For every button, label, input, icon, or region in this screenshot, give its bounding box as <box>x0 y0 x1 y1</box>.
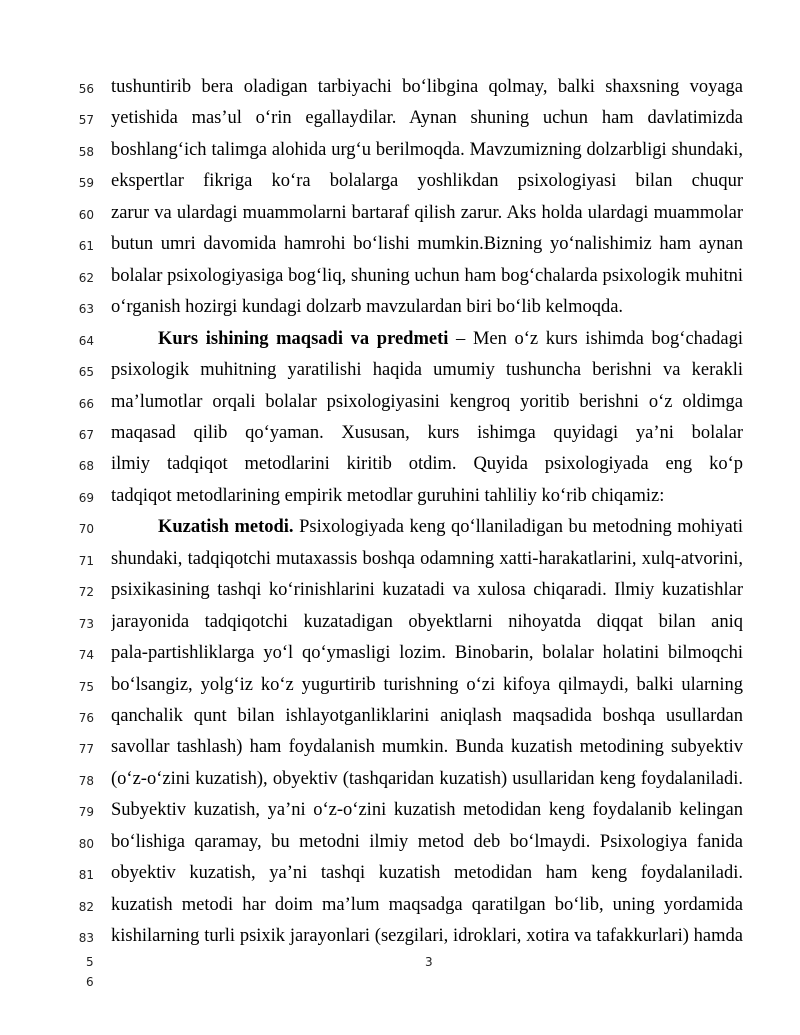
line-text: butun umri davomida hamrohi bo‘lishi mumkin.Bizning yo‘nalishimiz ham aynan <box>111 234 743 255</box>
line-number: 69 <box>78 490 94 505</box>
line-number: 71 <box>78 553 94 568</box>
line-text: boshlang‘ich talimga alohida urg‘u berilmoqda. Mavzumizning dolzarbligi shundaki, <box>111 139 743 160</box>
line-number: 56 <box>78 82 94 96</box>
line-number-footer-6: 6 <box>86 975 94 989</box>
line-text <box>158 327 743 351</box>
text-line <box>0 765 800 796</box>
line-text: shundaki, tadqiqotchi mutaxassis boshqa odamning xatti-harakatlarini, xulq-atvorini, <box>111 548 743 569</box>
bold-heading: Kurs ishining maqsadi va predmeti <box>158 328 449 349</box>
line-number: 65 <box>78 365 94 380</box>
line-text: o‘rganish hozirgi kundagi dolzarb mavzulardan biri bo‘lib kelmoqda. <box>111 297 624 318</box>
text-line <box>0 702 800 733</box>
line-text: qanchalik qunt bilan ishlayotganliklarini aniqlash maqsadida boshqa usullardan <box>111 706 743 726</box>
text-line <box>0 388 800 419</box>
text-line <box>0 796 800 827</box>
text-line <box>0 608 800 639</box>
line-number: 72 <box>78 585 94 600</box>
line-text: psixikasining tashqi ko‘rinishlarini kuzatadi va xulosa chiqaradi. Ilmiy kuzatishlar <box>111 580 743 601</box>
page-number: 3 <box>425 955 433 969</box>
text-line <box>0 576 800 607</box>
text-line <box>0 671 800 702</box>
line-text: ma’lumotlar orqali bolalar psixologiyasini kengroq yoritib berishni o‘z oldimga <box>111 391 743 412</box>
line-text: tadqiqot metodlarining empirik metodlar guruhini tahliliy ko‘rib chiqamiz: <box>111 485 665 506</box>
text-line <box>0 136 800 167</box>
line-number: 75 <box>78 679 94 694</box>
line-number: 77 <box>78 742 94 757</box>
text-line <box>0 104 800 135</box>
text-line <box>0 733 800 764</box>
line-text: obyektiv kuzatish, ya’ni tashqi kuzatish metodidan ham keng foydalaniladi. <box>111 863 743 884</box>
line-text: (o‘z-o‘zini kuzatish), obyektiv (tashqaridan kuzatish) usullaridan keng foydalaniladi. <box>111 768 743 789</box>
line-text: kuzatish metodi har doim ma’lum maqsadga qaratilgan bo‘lib, uning yordamida <box>111 894 743 915</box>
line-number: 78 <box>78 773 94 788</box>
line-number: 64 <box>78 333 94 348</box>
text-line <box>0 639 800 670</box>
line-number: 73 <box>78 616 94 631</box>
line-text: pala-partishliklarga yo‘l qo‘ymasligi lozim. Binobarin, bolalar holatini bilmoqchi <box>111 643 743 664</box>
line-text: jarayonida tadqiqotchi kuzatadigan obyektlarni nihoyatda diqqat bilan aniq <box>111 611 743 632</box>
line-number: 57 <box>78 113 94 128</box>
line-number: 66 <box>78 396 94 411</box>
line-text <box>158 515 743 539</box>
line-number: 62 <box>78 270 94 285</box>
line-number: 82 <box>78 899 94 914</box>
line-number: 67 <box>78 427 94 442</box>
text-line <box>0 325 800 356</box>
line-text: bolalar psixologiyasiga bog‘liq, shuning uchun ham bog‘chalarda psixologik muhitni <box>111 265 743 286</box>
text-line <box>0 167 800 198</box>
text-line <box>0 922 800 953</box>
line-number: 58 <box>78 144 94 159</box>
line-text: Subyektiv kuzatish, ya’ni o‘z-o‘zini kuzatish metodidan keng foydalanib kelingan <box>111 800 743 821</box>
line-text: yetishida mas’ul o‘rin egallaydilar. Aynan shuning uchun ham davlatimizda <box>111 108 743 129</box>
line-text: maqasad qilib qo‘yaman. Xususan, kurs ishimga quyidagi ya’ni bolalar <box>111 422 743 443</box>
line-text: savollar tashlash) ham foydalanish mumkin. Bunda kuzatish metodining subyektiv <box>111 737 743 758</box>
line-text: zarur va ulardagi muammolarni bartaraf qilish zarur. Aks holda ulardagi muammolar <box>111 202 743 223</box>
line-number: 76 <box>78 711 94 725</box>
text-line <box>0 828 800 859</box>
line-text: psixologik muhitning yaratilishi haqida umumiy tushuncha berishni va kerakli <box>111 360 743 381</box>
text-line <box>0 419 800 450</box>
text-line <box>0 230 800 261</box>
bold-heading: Kuzatish metodi. <box>158 517 294 538</box>
line-number: 59 <box>78 176 94 191</box>
line-number: 68 <box>78 459 94 474</box>
line-number: 79 <box>78 805 94 820</box>
text-line <box>0 293 800 324</box>
text-line <box>0 199 800 230</box>
text-line <box>0 356 800 387</box>
line-number: 63 <box>78 302 94 317</box>
line-number: 80 <box>78 836 94 851</box>
text-line <box>0 513 800 544</box>
line-number: 61 <box>78 239 94 254</box>
line-number: 74 <box>78 648 94 663</box>
text-line <box>0 482 800 513</box>
text-line <box>0 450 800 481</box>
line-text-rest: – Men o‘z kurs ishimda bog‘chadagi <box>448 328 743 349</box>
line-text: bo‘lishiga qaramay, bu metodni ilmiy metod deb bo‘lmaydi. Psixologiya fanida <box>111 831 743 852</box>
line-number: 81 <box>78 868 94 883</box>
line-text: ekspertlar fikriga ko‘ra bolalarga yoshlikdan psixologiyasi bilan chuqur <box>111 171 743 192</box>
text-line <box>0 262 800 293</box>
line-text-rest: Psixologiyada keng qo‘llaniladigan bu metodning mohiyati <box>293 517 743 538</box>
line-text: kishilarning turli psixik jarayonlari (sezgilari, idroklari, xotira va tafakkurlari) hamda <box>111 926 743 947</box>
line-text: tushuntirib bera oladigan tarbiyachi bo‘libgina qolmay, balki shaxsning voyaga <box>111 77 743 97</box>
text-line <box>0 891 800 922</box>
line-number-footer-5: 5 <box>86 955 94 969</box>
text-line <box>0 859 800 890</box>
line-text: ilmiy tadqiqot metodlarini kiritib otdim. Quyida psixologiyada eng ko‘p <box>111 454 743 475</box>
text-line <box>0 73 800 104</box>
line-number: 60 <box>78 207 94 222</box>
line-number: 83 <box>78 931 94 946</box>
text-line <box>0 545 800 576</box>
line-text: bo‘lsangiz, yolg‘iz ko‘z yugurtirib turishning o‘zi kifoya qilmaydi, balki ularning <box>111 674 743 695</box>
line-number: 70 <box>78 522 94 537</box>
